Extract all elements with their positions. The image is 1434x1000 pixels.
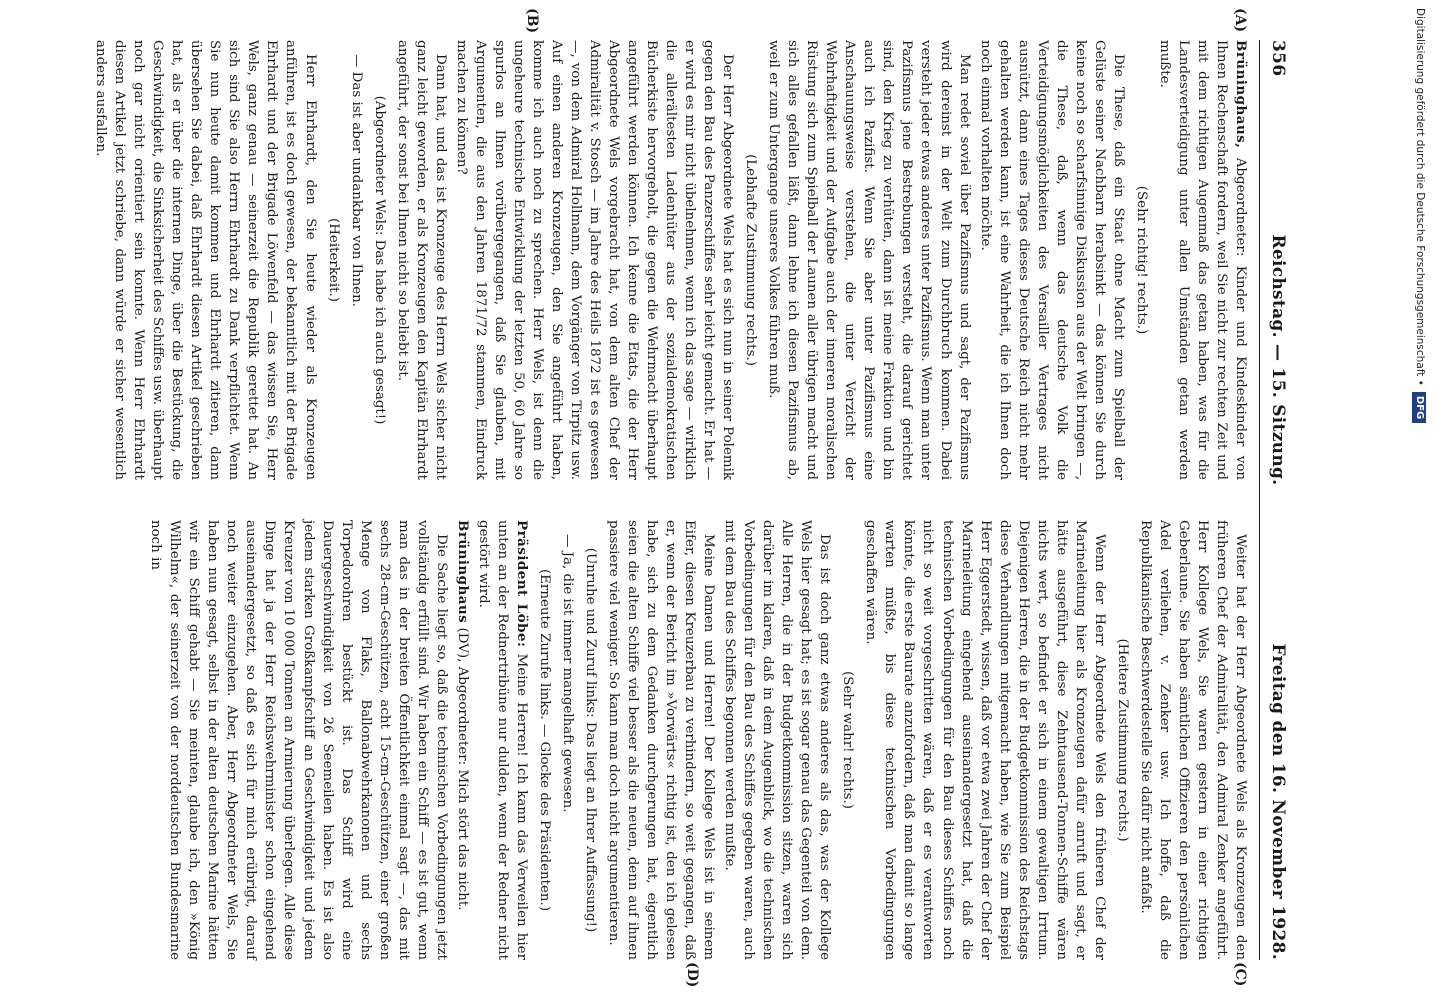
- session-title: Reichstag. — 15. Sitzung.: [1268, 234, 1288, 486]
- speaker-role: (DV), Abgeordneter:: [454, 627, 470, 766]
- paragraph: Man redet soviel über Pazifismus und sagt, der Pazifismus wird dereinst in der Welt zum Durchbruch kommen. Dabei versteht jeder etwas anderes unter Pazifismus. Wenn man unter Pazifismus jene Bestrebungen versteht, die darauf gerichtet sind, den Krieg zu verhüten, dann ist meine Fraktion und bin auch ich Pazifist. Wenn Sie aber unter Pazifismus eine Anschauungsweise verstehen, die unter Verzicht der Wehrhaftigkeit und der Aufgabe auch der inneren moralischen Rüstung sich zum Spielball der Launen aller übrigen macht und sich alles gefallen läßt, dann lehne ich diesen Pazifismus ab, weil er zum Untergange unseres Volkes führen muß.: [766, 40, 972, 480]
- paragraph-text: Kinder und Kindeskinder von Ihnen Rechenschaft fordern, weil Sie nicht zur rechten Zeit und mit dem richtigen Augenmaß das getan haben, was für die Landesverteidigung unter allen Umständen getan werden mußte.: [1156, 40, 1248, 480]
- speaker-role: Abgeordneter:: [1233, 157, 1248, 257]
- margin-mark-c: (C): [1232, 962, 1248, 987]
- paragraph: Die These, daß ein Staat ohne Macht zum Spielball der Gelüste seiner Nachbarn herabsinkt — das können Sie durch keine noch so scharfsinnige Diskussion aus der Welt bringen —, die These, daß, wenn das deutsche Volk die Verteidigungsmöglichkeiten des Versailler Vertrages nicht ausnützt, dann eines Tages dieses Deutsche Reich nicht mehr gehalten werden kann, ist eine Wahrheit, die ich Ihnen doch noch einmal vorhalten möchte.: [977, 40, 1126, 480]
- interjection: (Lebhafte Zustimmung rechts.): [743, 154, 759, 366]
- speaker-name: Brüninghaus: [454, 520, 471, 624]
- paragraph-text: Meine Herren! Ich kann das Verweilen hier unten an der Rednertribüne nur dulden, wenn der Redner nicht gestört wird.: [475, 520, 529, 960]
- speaker-paragraph: [453, 520, 472, 960]
- paragraph: Meine Damen und Herren! Der Kollege Wels ist in seinem Eifer, diesen Kreuzerbau zu verhindern, so weit gegangen, daß er, wenn der Bericht im »Vorwärts« richtig ist, den ich gelesen habe, sich zu dem Gedanken durchgerungen hat, eigentlich seien die alten Schiffe viel besser als die neuen, denn auf ihnen passiere viel weniger. So kann man doch nicht argumentieren.: [606, 520, 717, 960]
- interjection: (Unruhe und Zuruf links: Das liegt an Ihrer Auffassung!): [582, 547, 598, 933]
- interjection: (Heiterkeit.): [325, 218, 341, 302]
- paragraph-text: Mich stört das nicht.: [454, 769, 470, 911]
- interjection: (Heitere Zustimmung rechts.): [1114, 638, 1130, 842]
- page-number: 356: [1268, 40, 1288, 77]
- speaker-name: Brüninghaus,: [1233, 40, 1249, 149]
- interjection: (Abgeordneter Wels: Das habe ich auch gesagt!): [371, 95, 387, 425]
- header-rule: [1259, 40, 1260, 960]
- interjection: (Sehr wahr! rechts.): [840, 671, 856, 809]
- paragraph: Weiter hat der Herr Abgeordnete Wels als Kronzeugen den früheren Chef der Admiralität, den Admiral Zenker angeführt. Herr Kollege Wels, Sie waren gestern in einer richtigen Geberlaune. Sie haben sämtlichen Offizieren den persönlichen Adel verliehen, v. Zenker usw. Ich hoffe, daß die Republikanische Beschwerdestelle Sie dafür nicht anfaßt.: [1137, 520, 1248, 960]
- right-column: [144, 520, 1250, 960]
- interjection: (Erneute Zurufe links. — Glocke des Präsidenten.): [536, 568, 552, 912]
- credit-text: Digitalisierung gefördert durch die Deutsche Forschungsgemeinschaft •: [1414, 8, 1426, 386]
- paragraph: Die Sache liegt so, daß die technischen Vorbedingungen jetzt vollständig erfüllt sind. Wir haben ein Schiff — es ist gut, wenn man das in der breiten Öffentlichkeit einmal sagt —, das mit sechs 28-cm-Geschützen, acht 15-cm-Geschützen, einer großen Menge von Flaks, Ballonabwehrkanonen und sechs Torpedorohren bestückt ist. Das Schiff wird eine Dauergeschwindigkeit von 26 Seemeilen haben. Es ist also jedem starken Großkampfschiff an Geschwindigkeit und jedem Kreuzer von 10 000 Tonnen an Armierung überlegen. Alle diese Dinge hat ja der Herr Reichswehrminister schon eingehend auseinandergesetzt, so daß es sich für mich erübrigt, darauf noch weiter einzugehen. Aber, Herr Abgeordneter Wels, Sie haben nun gesagt, selbst in der alten deutschen Marine hätten wir ein Schiff gehabt — Sie meinten, glaube ich, den »König Wilhelm«, der seinerzeit von der norddeutschen Bundesmarine noch in: [148, 520, 449, 960]
- session-date: Freitag den 16. November 1928.: [1268, 643, 1288, 960]
- left-column: [89, 40, 1250, 480]
- margin-mark-d: (D): [684, 962, 700, 988]
- paragraph: — Ja, die ist immer mangelhaft gewesen.: [559, 534, 575, 813]
- paragraph: Wenn der Herr Abgeordnete Wels den früheren Chef der Marineleitung hier als Kronzeugen dafür anruft und sagt, er hätte ausgeführt, diese Zehntausend-Tonnen-Schiffe wären nichts wert, so befindet er sich in einem gewaltigen Irrtum. Diejenigen Herren, die in der Budgetkommission des Reichstags diese Verhandlungen mitgemacht haben, wie Sie zum Beispiel Herr Eggerstedt, wissen, daß vor etwa zwei Jahren der Chef der Marineleitung eingehend auseinandergesetzt hat, daß die technischen Vorbedingungen für den Bau dieses Schiffes noch nicht so weit vorgeschritten wären, daß er es verantworten könnte, die erste Baurate anzufordern, daß man damit so lange warten müßte, bis diese technischen Vorbedingungen geschaffen wären.: [863, 520, 1107, 960]
- rotated-page: [50, 0, 1300, 1000]
- speaker-paragraph: [1155, 40, 1250, 480]
- speaker-paragraph: [474, 520, 531, 960]
- paragraph: Der Herr Abgeordnete Wels hat es sich nun in seiner Polemik gegen den Bau des Panzerschiffes sehr leicht gemacht. Er hat — er wird es mir nicht übelnehmen, wenn ich das sage — wirklich die allerältesten Ladenhüter aus der sozialdemokratischen Bücherkiste hervorgeholt, die gegen die Wehrmacht überhaupt angeführt werden können. Ich kenne die Etats, die der Herr Abgeordnete Wels vorgebracht hat, von dem alten Chef der Admiralität v. Stosch — im Jahre des Heils 1872 ist es gewesen —, von dem Admiral Hollmann, dem Vorgänger von Tirpitz usw. Auf einen anderen Kronzeugen, den Sie angeführt haben, komme ich auch noch zu sprechen. Herr Wels, ist denn die ungeheure technische Entwicklung der letzten 50, 60 Jahre so spurlos an Ihnen vorübergegangen, daß Sie glauben, mit Argumenten, die aus den Jahren 1871/72 stammen, Eindruck machen zu können?: [453, 40, 736, 480]
- page-header: [1268, 40, 1288, 960]
- interjection: (Sehr richtig! rechts.): [1133, 185, 1149, 335]
- speaker-name: Präsident Löbe:: [513, 520, 530, 648]
- paragraph: Herr Ehrhardt, den Sie heute wieder als Kronzeugen anführen, ist es doch gewesen, der bekanntlich mit der Brigade Ehrhardt und der Brigade Löwenfeld — das wissen Sie, Herr Wels, ganz genau — seinerzeit die Republik gerettet hat. An sich sind Sie also Herrn Ehrhardt zu Dank verpflichtet. Wenn Sie nun heute damit kommen und Ehrhardt zitieren, dann übersehen Sie dabei, daß Ehrhardt diesen Artikel geschrieben hat, als er über die internen Dinge, über die Bestückung, die Geschwindigkeit, die Sinksicherheit des Schiffes usw. überhaupt noch gar nicht orientiert sein konnte. Wenn Herr Ehrhardt diesen Artikel jetzt schriebe, dann würde er sicher wesentlich anders ausfallen.: [93, 40, 318, 480]
- dfg-logo: DFG: [1412, 392, 1426, 423]
- paragraph: — Das ist aber undankbar von Ihnen.: [348, 54, 364, 308]
- paragraph: Dann hat, und das ist Kronzeuge des Herrn Wels sicher nicht ganz leicht geworden, er als Kronzeugen den Kapitän Ehrhardt angeführt, der sonst bei Ihnen nicht so beliebt ist.: [394, 40, 448, 480]
- paragraph: Das ist doch ganz etwas anderes als das, was der Kollege Wels hier gesagt hat; es ist sogar genau das Gegenteil von dem. Alle Herren, die in der Budgetkommission sitzen, waren sich darüber im klaren, daß in dem Augenblick, wo die technischen Vorbedingungen für den Bau des Schiffes gegeben waren, auch mit dem Bau des Schiffes begonnen werden mußte.: [722, 520, 833, 960]
- margin-mark-b: (B): [524, 8, 540, 34]
- digitization-credit: [1408, 8, 1430, 988]
- margin-mark-a: (A): [1232, 8, 1248, 33]
